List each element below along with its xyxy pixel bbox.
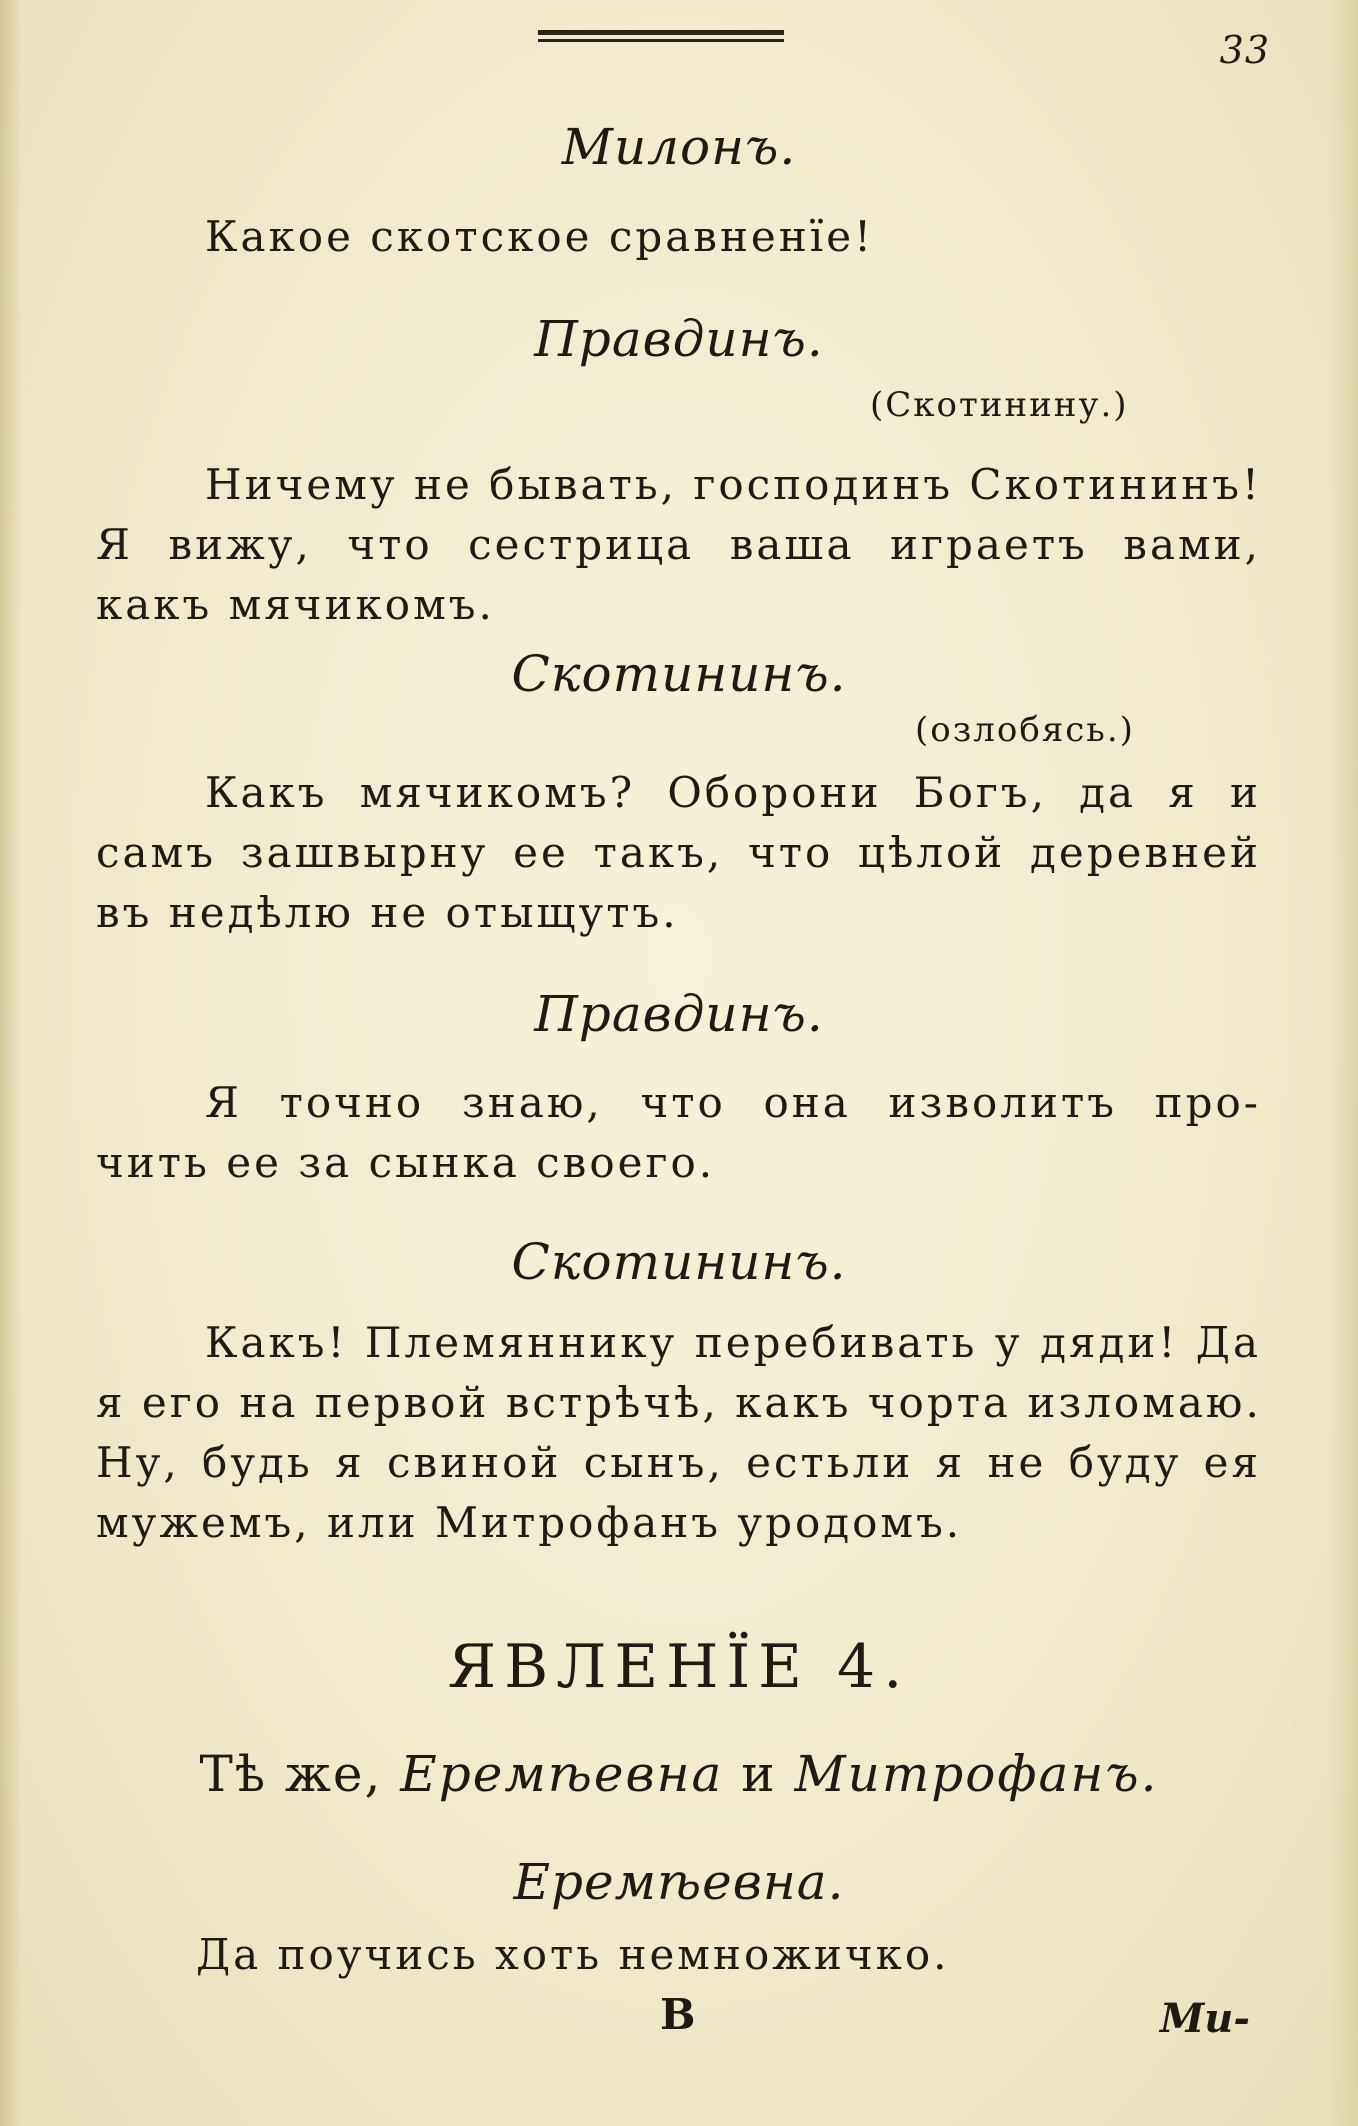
cast-name: Митрофанъ. bbox=[794, 1745, 1159, 1803]
speech-line: Я точно знаю, что она изволитъ про- bbox=[205, 1078, 1261, 1127]
cast-conjunction: и bbox=[723, 1745, 795, 1803]
scene-cast-list bbox=[0, 1745, 1358, 1803]
stage-direction: (Скотинину.) bbox=[870, 385, 1129, 425]
speaker-name: Правдинъ. bbox=[534, 310, 824, 368]
stage-direction: (озлобясь.) bbox=[915, 710, 1135, 750]
header-ornament-rule bbox=[538, 26, 784, 48]
signature-mark: В bbox=[660, 1990, 696, 2039]
speech-line: Ничему не бывать, господинъ Скотининъ! bbox=[205, 460, 1262, 509]
rule-bar-thin bbox=[538, 39, 784, 42]
speech-line: Я вижу, что сестрица ваша играетъ вами, bbox=[96, 520, 1261, 569]
speech-line: какъ мячикомъ. bbox=[96, 580, 495, 629]
speech-line: чить ее за сынка своего. bbox=[96, 1138, 716, 1187]
scene-heading: ЯВЛЕНЇЕ 4. bbox=[447, 1632, 911, 1702]
cast-prefix: Тѣ же, bbox=[199, 1745, 401, 1803]
speech-line: Ну, будь я свиной сынъ, естьли я не буду ея bbox=[96, 1438, 1261, 1487]
page-number: 33 bbox=[1219, 28, 1270, 72]
speaker-name: Правдинъ. bbox=[534, 985, 824, 1043]
speaker-name: Еремѣевна. bbox=[513, 1853, 845, 1911]
cast-name: Еремѣевна bbox=[400, 1745, 724, 1803]
catchword: Ми- bbox=[1160, 1995, 1250, 2042]
speaker-name: Милонъ. bbox=[561, 118, 797, 176]
speech-line: я его на первой встрѣчѣ, какъ чорта изломаю. bbox=[96, 1378, 1262, 1427]
speech-line: мужемъ, или Митрофанъ уродомъ. bbox=[96, 1498, 963, 1547]
speech-line: въ недѣлю не отыщутъ. bbox=[96, 888, 679, 937]
rule-bar-thick bbox=[538, 30, 784, 35]
speech-line: Какое скотское сравненїе! bbox=[205, 212, 874, 261]
speech-line: самъ зашвырну ее такъ, что цѣлой деревней bbox=[96, 828, 1261, 877]
speaker-name: Скотининъ. bbox=[511, 645, 847, 703]
speaker-name: Скотининъ. bbox=[511, 1233, 847, 1291]
speech-line: Да поучись хоть немножичко. bbox=[196, 1930, 950, 1979]
speech-line: Какъ мячикомъ? Оборони Богъ, да я и bbox=[205, 768, 1261, 817]
speech-line: Какъ! Племяннику перебивать у дяди! Да bbox=[205, 1318, 1261, 1367]
